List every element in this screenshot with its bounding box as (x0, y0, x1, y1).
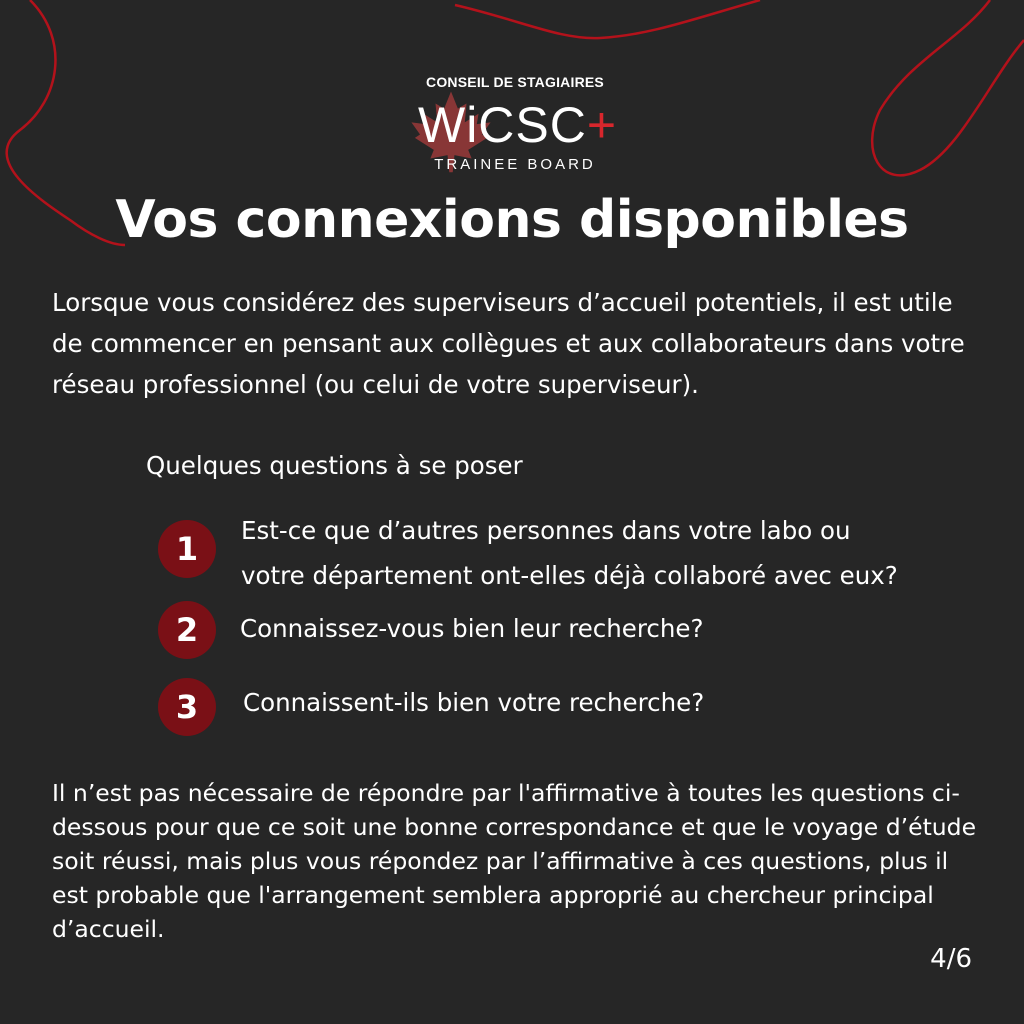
logo-top-text: CONSEIL DE STAGIAIRES (426, 74, 604, 90)
closing-paragraph: Il n’est pas nécessaire de répondre par l'affirmative à toutes les questions ci-dessous pour que ce soit une bonne correspondance et que le voyage d’étude soit réussi, mais plus vous répondez par l’affirmative à ces questions, plus il est probable que l'arrangement semblera approprié au chercheur principal d’accueil. (52, 779, 977, 943)
question-text (241, 508, 898, 598)
question-number-badge: 1 (158, 520, 216, 578)
questions-subheading: Quelques questions à se poser (146, 451, 523, 480)
question-text: Connaissent-ils bien votre recherche? (243, 688, 705, 717)
page-title: Vos connexions disponibles (115, 190, 909, 250)
intro-paragraph: Lorsque vous considérez des superviseurs d’accueil potentiels, il est utile de commencer en pensant aux collègues et aux collaborateurs dans votre réseau professionnel (ou celui de votre superviseur). (52, 288, 965, 399)
wicsc-logo (400, 74, 630, 174)
logo-wordmark: WiCSC+ (418, 97, 618, 153)
logo-bottom-text: TRAINEE BOARD (434, 156, 596, 173)
question-text-line: votre département ont-elles déjà collaboré avec eux? (241, 561, 898, 590)
question-text: Connaissez-vous bien leur recherche? (240, 614, 704, 643)
page-indicator: 4/6 (930, 944, 972, 974)
question-number-badge: 2 (158, 601, 216, 659)
question-text-line: Est-ce que d’autres personnes dans votre labo ou (241, 516, 851, 545)
question-number-badge: 3 (158, 678, 216, 736)
